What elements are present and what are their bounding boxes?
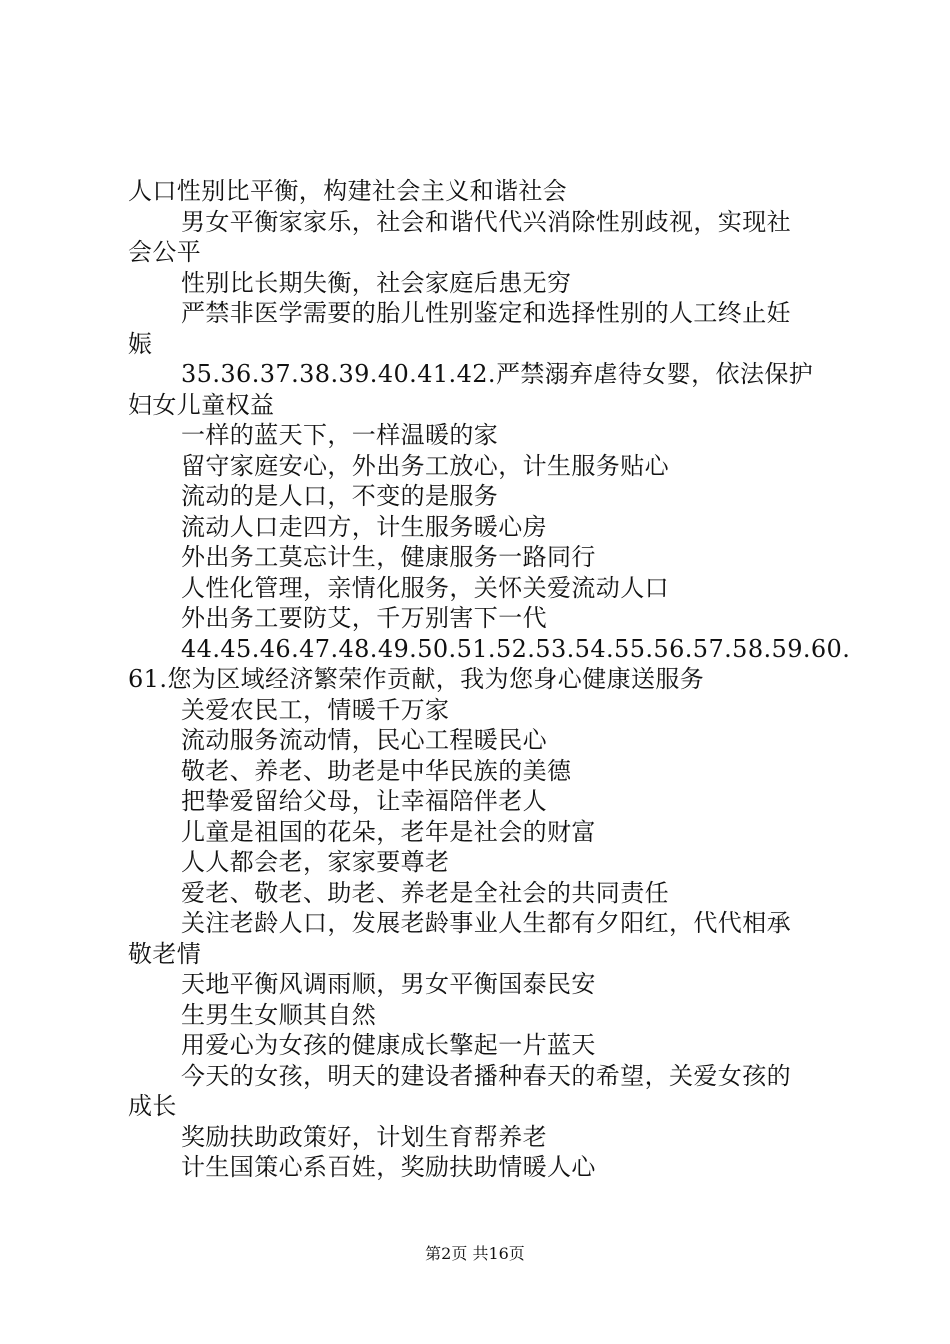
text-line: 用爱心为女孩的健康成长擎起一片蓝天 xyxy=(181,1031,596,1059)
text-line: 流动服务流动情，民心工程暖民心 xyxy=(181,726,547,754)
text-line: 61.您为区域经济繁荣作贡献，我为您身心健康送服务 xyxy=(128,665,705,693)
text-line: 流动的是人口，不变的是服务 xyxy=(181,482,499,510)
document-body xyxy=(128,176,851,1183)
text-line: 外出务工莫忘计生，健康服务一路同行 xyxy=(181,543,596,571)
text-line: 人人都会老，家家要尊老 xyxy=(181,848,450,876)
text-line: 流动人口走四方，计生服务暖心房 xyxy=(181,512,547,541)
text-line: 娠 xyxy=(128,329,153,358)
text-line: 关爱农民工，情暖千万家 xyxy=(181,695,450,724)
text-line: 天地平衡风调雨顺，男女平衡国泰民安 xyxy=(181,970,596,998)
text-line: 敬老、养老、助老是中华民族的美德 xyxy=(181,756,572,785)
text-line: 性别比长期失衡，社会家庭后患无穷 xyxy=(181,268,572,297)
text-line: 人口性别比平衡，构建社会主义和谐社会 xyxy=(128,177,568,205)
page-footer: 第2页 共16页 xyxy=(425,1244,525,1263)
text-line: 儿童是祖国的花朵，老年是社会的财富 xyxy=(181,817,596,846)
text-line: 爱老、敬老、助老、养老是全社会的共同责任 xyxy=(181,878,669,907)
text-line: 今天的女孩，明天的建设者播种春天的希望，关爱女孩的 xyxy=(181,1061,791,1090)
text-line: 关注老龄人口，发展老龄事业人生都有夕阳红，代代相承 xyxy=(181,909,791,937)
text-line: 把挚爱留给父母，让幸福陪伴老人 xyxy=(181,787,547,815)
text-line: 会公平 xyxy=(128,238,202,266)
text-line: 35.36.37.38.39.40.41.42.严禁溺弃虐待女婴，依法保护 xyxy=(181,360,814,388)
text-line: 男女平衡家家乐，社会和谐代代兴消除性别歧视，实现社 xyxy=(181,207,791,236)
text-line: 留守家庭安心，外出务工放心，计生服务贴心 xyxy=(181,451,669,480)
text-line: 生男生女顺其自然 xyxy=(181,1000,377,1029)
text-line: 外出务工要防艾，千万别害下一代 xyxy=(181,604,547,632)
text-line: 成长 xyxy=(128,1092,177,1120)
text-line: 奖励扶助政策好，计划生育帮养老 xyxy=(181,1122,547,1151)
text-line: 妇女儿童权益 xyxy=(128,390,275,419)
text-line: 敬老情 xyxy=(128,939,202,968)
text-line: 一样的蓝天下，一样温暖的家 xyxy=(181,421,499,449)
text-line: 44.45.46.47.48.49.50.51.52.53.54.55.56.57.58.59.60. xyxy=(181,634,851,663)
text-line: 计生国策心系百姓，奖励扶助情暖人心 xyxy=(181,1153,596,1181)
text-line: 人性化管理，亲情化服务，关怀关爱流动人口 xyxy=(181,573,669,602)
text-line: 严禁非医学需要的胎儿性别鉴定和选择性别的人工终止妊 xyxy=(181,299,791,327)
